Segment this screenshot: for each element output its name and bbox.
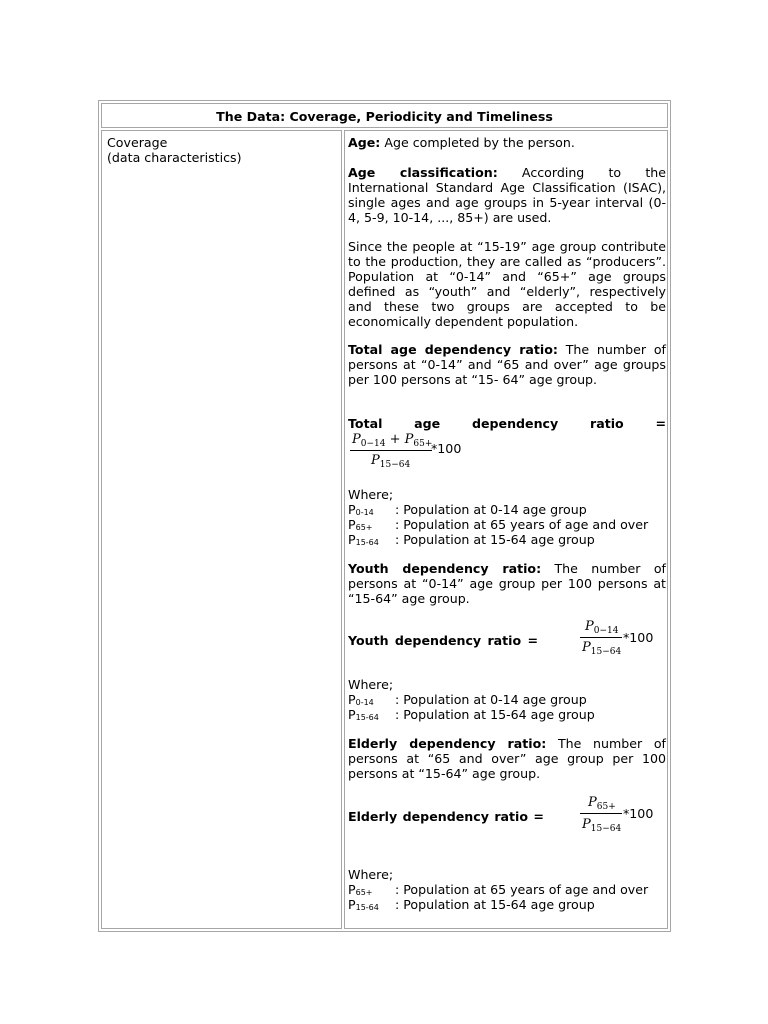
age-text: Age completed by the person. — [380, 135, 575, 150]
producers-paragraph: Since the people at “15-19” age group contribute to the production, they are called as “producers”. Population at “0-14” and “65+” age groups defined as “youth” and “elderly”, respectively and these two groups are accepted to be economically dependent population. — [348, 239, 666, 329]
coverage-cell — [101, 130, 342, 929]
elderly-where-block — [348, 867, 666, 912]
coverage-label: Coverage — [107, 135, 168, 150]
data-table — [98, 100, 671, 932]
elderly-dependency-term: Elderly dependency ratio: — [348, 736, 547, 751]
elderly-dependency-text: The number of persons at “65 and over” age group per 100 persons at “15-64” age group. — [348, 736, 666, 781]
youth-dependency-definition — [348, 561, 666, 606]
youth-formula-label: Youth dependency ratio = — [348, 633, 538, 648]
list-item: $P_{15-64}$ : Population at 15-64 age group — [348, 707, 595, 722]
list-item: $P_{65+}$ : Population at 65 years of age and over — [348, 882, 649, 897]
coverage-sublabel: (data characteristics) — [107, 150, 242, 165]
youth-dependency-term: Youth dependency ratio: — [348, 561, 542, 576]
total-formula-numerator: $P_{0-14} + P_{65+}$ — [352, 432, 433, 449]
list-item: $P_{15-64}$ : Population at 15-64 age group — [348, 532, 595, 547]
total-dependency-text: The number of persons at “0-14” and “65 and over” age groups per 100 persons at “15- 64” age group. — [348, 342, 666, 387]
where-label: Where; — [348, 487, 394, 502]
total-where-block — [348, 487, 666, 547]
youth-dependency-text: The number of persons at “0-14” age group per 100 persons at “15-64” age group. — [348, 561, 666, 606]
age-definition — [348, 135, 666, 150]
list-item: $P_{0-14}$ : Population at 0-14 age group — [348, 502, 587, 517]
table-title: The Data: Coverage, Periodicity and Timeliness — [101, 103, 668, 128]
where-label: Where; — [348, 677, 394, 692]
list-item: $P_{65+}$ : Population at 65 years of age and over — [348, 517, 649, 532]
total-formula-multiplier: *100 — [431, 441, 462, 456]
youth-formula-denominator: $P_{15-64}$ — [582, 640, 622, 657]
elderly-formula-multiplier: *100 — [623, 806, 654, 821]
youth-where-block — [348, 677, 666, 722]
youth-formula-multiplier: *100 — [623, 630, 654, 645]
list-item: $P_{0-14}$ : Population at 0-14 age group — [348, 692, 587, 707]
total-dependency-term: Total age dependency ratio: — [348, 342, 558, 357]
age-classification-definition — [348, 165, 666, 225]
total-formula-denominator: $P_{15-64}$ — [371, 453, 411, 470]
total-formula-fraction-bar — [350, 450, 432, 451]
definitions-cell — [344, 130, 668, 929]
age-classification-text: According to the International Standard Age Classification (ISAC), single ages and age groups in 5-year interval (0-4, 5-9, 10-14, ..., 85+) are used. — [348, 165, 666, 225]
where-label: Where; — [348, 867, 394, 882]
elderly-formula-fraction-bar — [580, 813, 622, 814]
elderly-formula-denominator: $P_{15-64}$ — [582, 817, 622, 834]
age-term: Age: — [348, 135, 381, 150]
youth-formula-fraction-bar — [580, 637, 622, 638]
total-formula-label: Total age dependency ratio = — [348, 416, 666, 431]
elderly-formula-label: Elderly dependency ratio = — [348, 809, 544, 824]
list-item: $P_{15-64}$ : Population at 15-64 age group — [348, 897, 595, 912]
elderly-formula-numerator: $P_{65+}$ — [588, 795, 616, 812]
youth-formula-numerator: $P_{0-14}$ — [585, 619, 619, 636]
age-classification-term: Age classification: — [348, 165, 498, 180]
elderly-dependency-definition — [348, 736, 666, 781]
total-dependency-definition — [348, 342, 666, 387]
